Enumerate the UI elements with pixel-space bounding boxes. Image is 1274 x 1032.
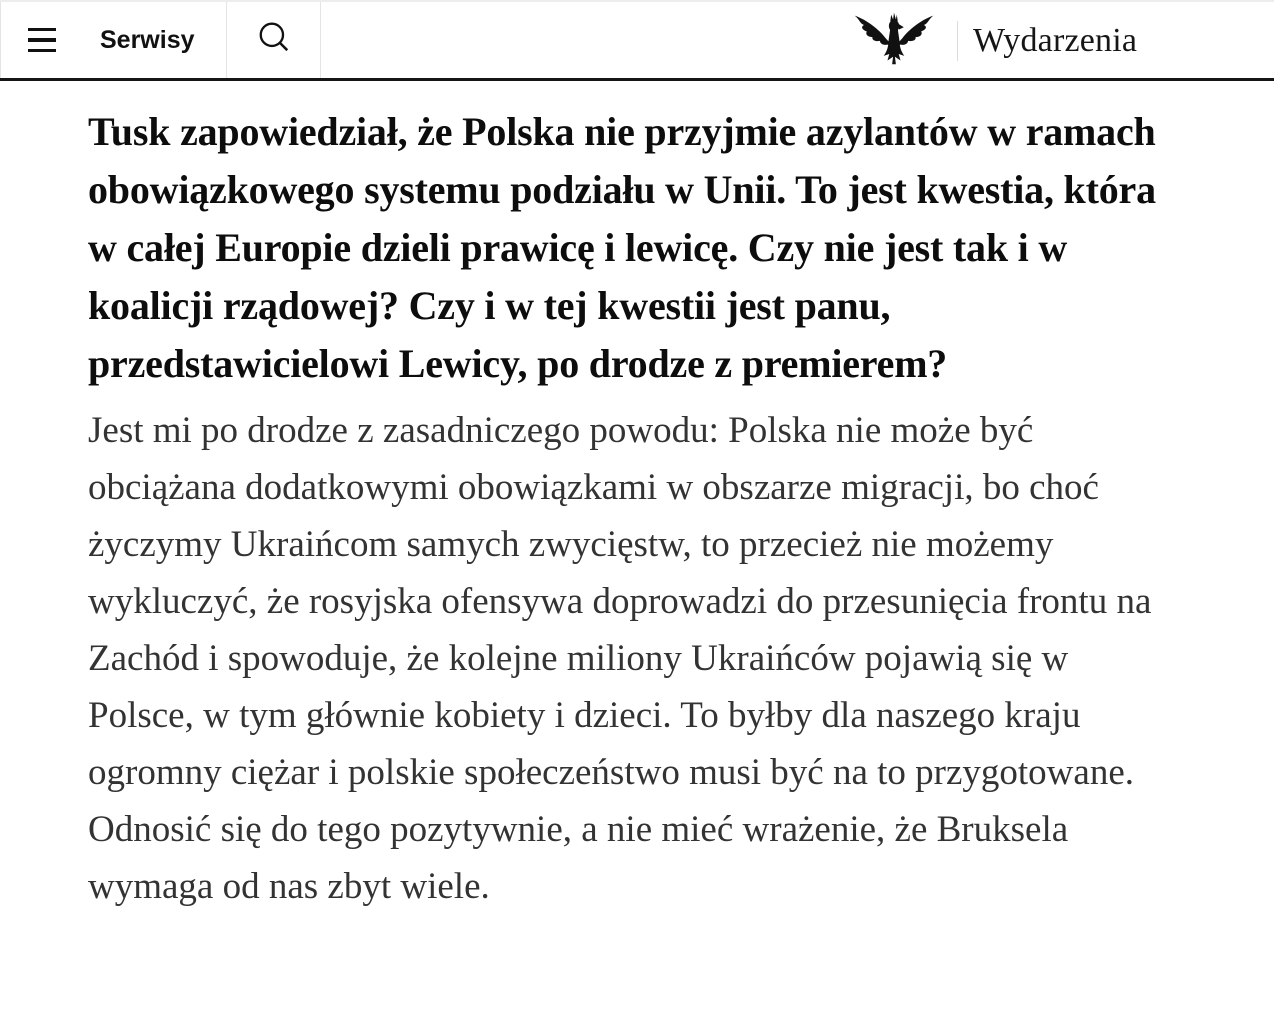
serwisy-menu-label: Serwisy (100, 25, 195, 54)
brand-divider (957, 21, 958, 61)
interview-question: Tusk zapowiedział, że Polska nie przyjmie azylantów w ramach obowiązkowego systemu podziału w Unii. To jest kwestia, która w całej Europie dzieli prawicę i lewicę. Czy nie jest tak i w koalicji rządowej? Czy i w tej kwestii jest panu, przedstawicielowi Lewicy, po drodze z premierem? (88, 109, 1156, 386)
article-body (0, 81, 1274, 915)
serwisy-menu-button[interactable] (0, 2, 227, 78)
search-icon (256, 20, 292, 61)
search-button[interactable] (227, 2, 321, 78)
brand-block (846, 2, 1137, 80)
eagle-logo[interactable] (846, 10, 942, 73)
site-header (0, 0, 1274, 81)
section-title[interactable]: Wydarzenia (973, 22, 1138, 59)
interview-answer: Jest mi po drodze z zasadniczego powodu: Polska nie może być obciążana dodatkowymi obowiązkami w obszarze migracji, bo choć życzymy Ukraińcom samych zwycięstw, to przecież nie możemy wykluczyć, że rosyjska ofensywa doprowadzi do przesunięcia frontu na Zachód i spowoduje, że kolejne miliony Ukraińców pojawią się w Polsce, w tym głównie kobiety i dzieci. To byłby dla naszego kraju ogromny ciężar i polskie społeczeństwo musi być na to przygotowane. Odnosić się do tego pozytywnie, a nie mieć wrażenie, że Bruksela wymaga od nas zbyt wiele. (88, 410, 1152, 907)
hamburger-menu-icon (28, 28, 56, 52)
